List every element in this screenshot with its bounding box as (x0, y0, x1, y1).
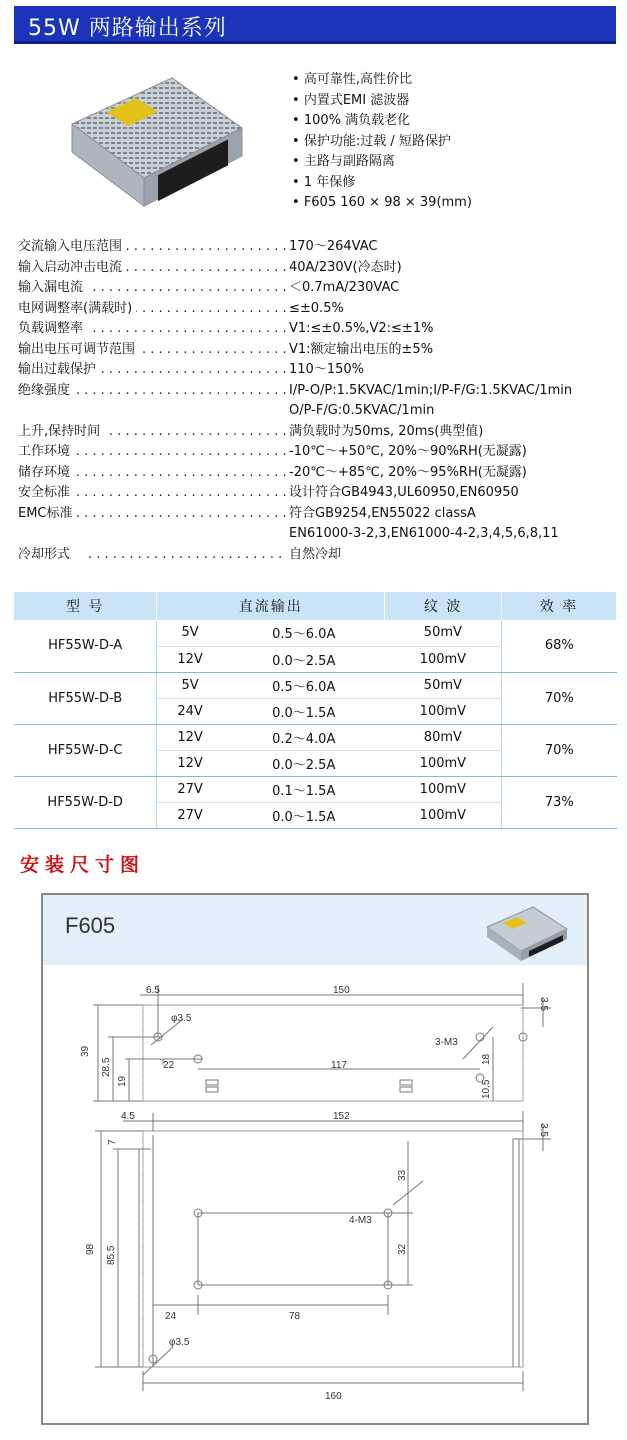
feature-item: • 主路与副路隔离 (292, 152, 472, 173)
spec-list (18, 237, 618, 565)
efficiency-cell: 70% (502, 724, 617, 776)
spec-label: 负载调整率 (18, 319, 87, 340)
spec-label: 电网调整率(满载时) (18, 299, 136, 320)
ripple-cell: 100mV (385, 698, 502, 724)
dim-label: 18 (481, 1053, 492, 1065)
dim-label: 24 (165, 1311, 177, 1322)
feature-item: • 内置式EMI 滤波器 (292, 91, 472, 112)
spec-value: 自然冷却 (289, 546, 342, 562)
efficiency-cell: 70% (502, 672, 617, 724)
ripple-cell: 100mV (385, 802, 502, 828)
spec-value: V1:≤±0.5%,V2:≤±1% (289, 321, 434, 336)
ripple-cell: 80mV (385, 724, 502, 750)
ripple-cell: 50mV (385, 620, 502, 646)
table-header: 型 号 (14, 592, 157, 620)
table-row (14, 776, 617, 802)
spec-label: EMC标准 (18, 504, 77, 525)
current-cell: 0.5～6.0A (223, 672, 385, 698)
drawing-header (43, 895, 587, 965)
dim-label: 6.5 (146, 985, 160, 996)
feature-list (292, 70, 472, 214)
voltage-cell: 27V (157, 776, 223, 802)
spec-label: 冷却形式 (18, 545, 74, 566)
dim-label: 85.5 (106, 1245, 117, 1265)
spec-value: -20℃～+85℃, 20%～95%RH(无凝露) (289, 464, 527, 480)
dim-label: 4.5 (121, 1111, 135, 1122)
product-image (62, 66, 252, 216)
spec-value: 设计符合GB4943,UL60950,EN60950 (289, 485, 519, 500)
table-header: 效 率 (502, 592, 617, 620)
current-cell: 0.5～6.0A (223, 620, 385, 646)
spec-label: 上升,保持时间 (18, 422, 104, 443)
dim-label: 152 (333, 1111, 350, 1122)
current-cell: 0.1～1.5A (223, 776, 385, 802)
feature-item: • 1 年保修 (292, 173, 472, 194)
ripple-cell: 100mV (385, 750, 502, 776)
dim-label: 28.5 (101, 1057, 112, 1077)
dim-label: 19 (117, 1075, 128, 1087)
spec-label: 储存环境 (18, 463, 74, 484)
table-header: 纹 波 (385, 592, 502, 620)
ripple-cell: 100mV (385, 776, 502, 802)
current-cell: 0.2～4.0A (223, 724, 385, 750)
ripple-cell: 100mV (385, 646, 502, 672)
voltage-cell: 12V (157, 646, 223, 672)
spec-value: 符合GB9254,EN55022 classA (289, 505, 476, 521)
spec-label: 输出电压可调节范围 (18, 340, 139, 361)
model-cell: HF55W-D-B (14, 672, 157, 724)
voltage-cell: 12V (157, 750, 223, 776)
spec-value: ≤±0.5% (289, 300, 344, 316)
efficiency-cell: 68% (502, 620, 617, 672)
voltage-cell: 5V (157, 672, 223, 698)
spec-value: 满负载时为50ms, 20ms(典型值) (289, 423, 484, 439)
model-table (14, 592, 617, 829)
dim-label: 39 (80, 1045, 91, 1057)
dimension-drawing (41, 893, 589, 1425)
dim-label: φ3.5 (169, 1337, 190, 1348)
spec-label: 输入启动冲击电流 (18, 258, 126, 279)
dim-label: 78 (289, 1311, 301, 1322)
voltage-cell: 24V (157, 698, 223, 724)
dim-label: 160 (325, 1391, 342, 1402)
table-header: 直流输出 (157, 592, 385, 620)
model-cell: HF55W-D-C (14, 724, 157, 776)
page-title: 55W 两路输出系列 (28, 16, 227, 41)
table-row (14, 672, 617, 698)
voltage-cell: 5V (157, 620, 223, 646)
dim-label: 3-M3 (435, 1037, 458, 1048)
current-cell: 0.0～2.5A (223, 750, 385, 776)
dimension-svg (43, 965, 587, 1425)
current-cell: 0.0～2.5A (223, 646, 385, 672)
feature-item: • 100% 满负载老化 (292, 111, 472, 132)
spec-label: 输入漏电流 (18, 278, 87, 299)
install-section-title: 安装尺寸图 (20, 854, 146, 876)
feature-item: • 高可靠性,高性价比 (292, 70, 472, 91)
page-header (14, 6, 616, 44)
table-row (14, 724, 617, 750)
dim-label: 33 (397, 1169, 408, 1181)
spec-value: 40A/230V(冷态时) (289, 259, 402, 275)
spec-label: 安全标准 (18, 483, 74, 504)
model-cell: HF55W-D-D (14, 776, 157, 828)
spec-value-line2: O/P-F/G:0.5KVAC/1min (289, 403, 435, 418)
spec-label: 输出过载保护 (18, 360, 100, 381)
product-thumbnail (483, 901, 571, 963)
dim-label: 3.5 (538, 1123, 549, 1137)
current-cell: 0.0～1.5A (223, 802, 385, 828)
dim-label: 4-M3 (349, 1215, 372, 1226)
spec-value: V1:额定输出电压的±5% (289, 341, 434, 357)
spec-value-line2: EN61000-3-2,3,EN61000-4-2,3,4,5,6,8,11 (289, 526, 559, 541)
spec-label: 绝缘强度 (18, 381, 74, 402)
voltage-cell: 12V (157, 724, 223, 750)
spec-value: ＜0.7mA/230VAC (289, 280, 400, 295)
efficiency-cell: 73% (502, 776, 617, 828)
spec-value: 170～264VAC (289, 239, 378, 254)
spec-value: I/P-O/P:1.5KVAC/1min;I/P-F/G:1.5KVAC/1min (289, 382, 573, 398)
dim-label: 10.5 (481, 1079, 492, 1099)
table-row (14, 620, 617, 646)
dim-label: 22 (163, 1060, 175, 1071)
ripple-cell: 50mV (385, 672, 502, 698)
spec-label: 交流输入电压范围 (18, 237, 126, 258)
dim-label: 7 (107, 1139, 118, 1145)
dim-label: 117 (331, 1060, 347, 1071)
dim-label: 3.5 (538, 997, 549, 1011)
dim-label: 98 (85, 1243, 96, 1255)
spec-label: 工作环境 (18, 442, 74, 463)
spec-value: -10℃～+50℃, 20%～90%RH(无凝露) (289, 444, 527, 459)
model-cell: HF55W-D-A (14, 620, 157, 672)
feature-item: • 保护功能:过载 / 短路保护 (292, 132, 472, 153)
dim-label: φ3.5 (171, 1013, 192, 1024)
dim-label: 32 (397, 1243, 408, 1255)
feature-item: • F605 160 × 98 × 39(mm) (292, 193, 472, 214)
drawing-model-name: F605 (65, 913, 116, 938)
voltage-cell: 27V (157, 802, 223, 828)
dim-label: 150 (333, 985, 350, 996)
spec-value: 110～150% (289, 362, 364, 377)
current-cell: 0.0～1.5A (223, 698, 385, 724)
